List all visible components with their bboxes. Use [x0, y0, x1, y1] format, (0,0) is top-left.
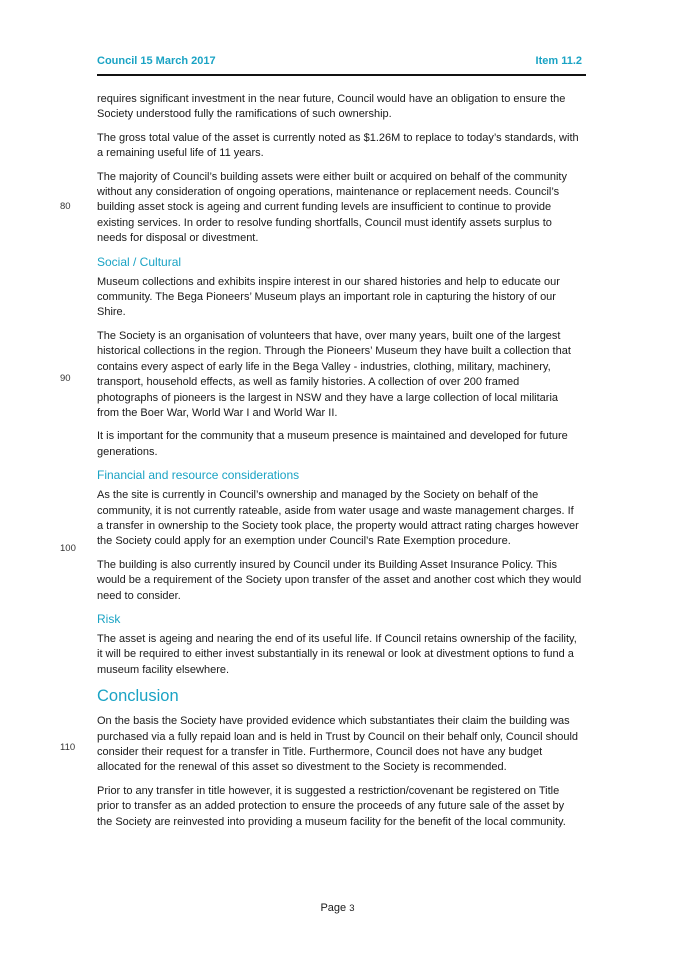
paragraph: The Society is an organisation of volunteers that have, over many years, built one of the largest historical collections in the region. Through the Pioneers’ Museum they have built a collection that contains every aspect of early life in the Bega Valley - industries, clothing, military, machinery, transport, household effects, as well as family histories. A collection of over 200 framed photographs of pioneers is the largest in NSW and they have a large collection of local militaria from the Boer War, World War I and World War II. [97, 329, 571, 419]
paragraph: requires significant investment in the near future, Council would have an obligation to ensure the Society understood fully the ramifications of such ownership. [97, 93, 566, 121]
paragraph: The building is also currently insured by Council under its Building Asset Insurance Policy. This would be a requirement of the Society upon transfer of the asset and another cost which they would need to consider. [97, 558, 582, 602]
paragraph: The majority of Council’s building assets were either built or acquired on behalf of the community without any consideration of ongoing operations, maintenance or replacement needs. Council’s building asset stock is ageing and current funding levels are insufficient to continue to provide existing services. In order to resolve funding shortfalls, Council must identify assets surplus to needs for disposal or divestment. [97, 170, 567, 245]
paragraph: The gross total value of the asset is currently noted as $1.26M to replace to today’s standards, with a remaining useful life of 11 years. [97, 131, 579, 160]
line-number-100: 100 [60, 543, 76, 554]
meeting-date-title: Council 15 March 2017 [97, 55, 216, 67]
subsection-heading: Risk [97, 611, 121, 626]
subsection-heading: Financial and resource considerations [97, 468, 300, 483]
paragraph: On the basis the Society have provided evidence which substantiates their claim the building was purchased via a fully repaid loan and is held in Trust by Council on their behalf only, Council should consider their request for a transfer in Title. Furthermore, Council does not have any budget allocated for the renewal of this asset so divestment to the Society is recommended. [97, 715, 579, 774]
subsection-heading: Social / Cultural [97, 254, 182, 269]
paragraph: Museum collections and exhibits inspire interest in our shared histories and help to educate our community. The Bega Pioneers’ Museum plays an important role in capturing the history of our Shire. [97, 275, 560, 319]
paragraph: Prior to any transfer in title however, it is suggested a restriction/covenant be registered on Title prior to transfer as an added protection to ensure the proceeds of any future sale of the asset by the Society are reinvested into providing a museum facility for the benefit of the local community. [97, 784, 566, 828]
line-number-80: 80 [60, 201, 71, 212]
header-rule [97, 74, 586, 76]
paragraph: The asset is ageing and nearing the end of its useful life. If Council retains ownership of the facility, it will be required to either invest substantially in its renewal or look at divestment options to fund a museum facility elsewhere. [97, 632, 577, 676]
paragraph: It is important for the community that a museum presence is maintained and developed for future generations. [97, 430, 568, 458]
page-label: Page [320, 902, 347, 914]
page-footer [0, 902, 675, 914]
page-number: 3 [349, 903, 355, 914]
line-number-90: 90 [60, 373, 71, 384]
section-heading: Conclusion [97, 687, 179, 706]
paragraph: As the site is currently in Council’s ownership and managed by the Society on behalf of the community, it is not currently rateable, aside from water usage and waste management charges. If a transfer in ownership to the Society took place, the property would attract rating charges however the Society could apply for an exemption under Council’s Rate Exemption procedure. [97, 489, 579, 548]
page-header [97, 55, 582, 75]
item-number: Item 11.2 [535, 55, 582, 67]
document-body [97, 92, 582, 838]
line-number-110: 110 [60, 742, 76, 753]
